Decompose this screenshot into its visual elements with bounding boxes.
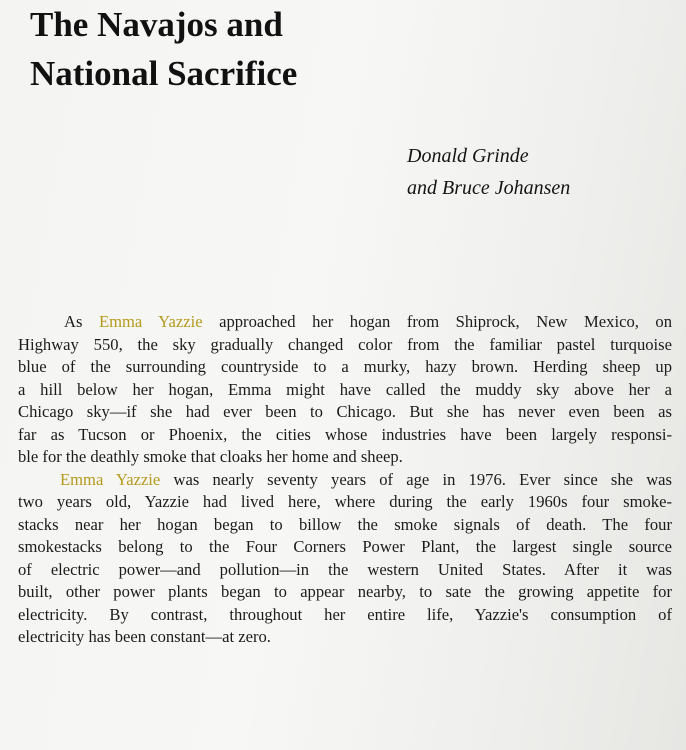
body-text xyxy=(18,311,672,649)
paragraph-text: approached her hogan from Shiprock, New Mexico, on xyxy=(202,312,672,331)
paragraph-line: blue of the surrounding countryside to a murky, hazy brown. Herding sheep up xyxy=(18,357,672,376)
author-line-1: Donald Grinde xyxy=(407,145,529,167)
author-line-2: and Bruce Johansen xyxy=(407,177,571,199)
paragraph-line: smokestacks belong to the Four Corners Power Plant, the largest single source xyxy=(18,537,672,556)
paragraph-line xyxy=(18,311,672,334)
paragraph-line: Highway 550, the sky gradually changed color from the familiar pastel turquoise xyxy=(18,334,672,354)
paragraph-line: ble for the deathly smoke that cloaks her home and sheep. xyxy=(18,447,403,466)
highlighted-name: Emma Yazzie xyxy=(60,469,161,489)
author-byline xyxy=(407,140,570,204)
chapter-title-line-1: The Navajos and xyxy=(30,5,283,44)
paragraph-line: stacks near her hogan began to billow the smoke signals of death. The four xyxy=(18,514,672,534)
paragraph-line: electricity has been constant—at zero. xyxy=(18,627,271,646)
paragraph-line: Chicago sky—if she had ever been to Chicago. But she has never even been as xyxy=(18,402,672,421)
paragraph-line: of electric power—and pollution—in the western United States. After it was xyxy=(18,559,672,579)
paragraph-text: was nearly seventy years of age in 1976. Ever since she was xyxy=(160,469,672,489)
paragraph-text: As xyxy=(64,312,99,331)
chapter-title xyxy=(30,0,297,98)
paragraph-1 xyxy=(18,311,672,469)
highlighted-name: Emma Yazzie xyxy=(98,312,203,331)
paragraph-line: a hill below her hogan, Emma might have called the muddy sky above her a xyxy=(18,379,672,399)
paragraph-line: two years old, Yazzie had lived here, where during the early 1960s four smoke- xyxy=(18,492,672,511)
paragraph-2 xyxy=(18,469,672,649)
paragraph-line: built, other power plants began to appear nearby, to sate the growing appetite for xyxy=(18,582,672,601)
paragraph-line: far as Tucson or Phoenix, the cities whose industries have been largely responsi- xyxy=(18,424,672,444)
paragraph-line xyxy=(18,469,672,492)
paragraph-line: electricity. By contrast, throughout her entire life, Yazzie's consumption of xyxy=(18,604,672,624)
chapter-title-line-2: National Sacrifice xyxy=(30,54,298,93)
